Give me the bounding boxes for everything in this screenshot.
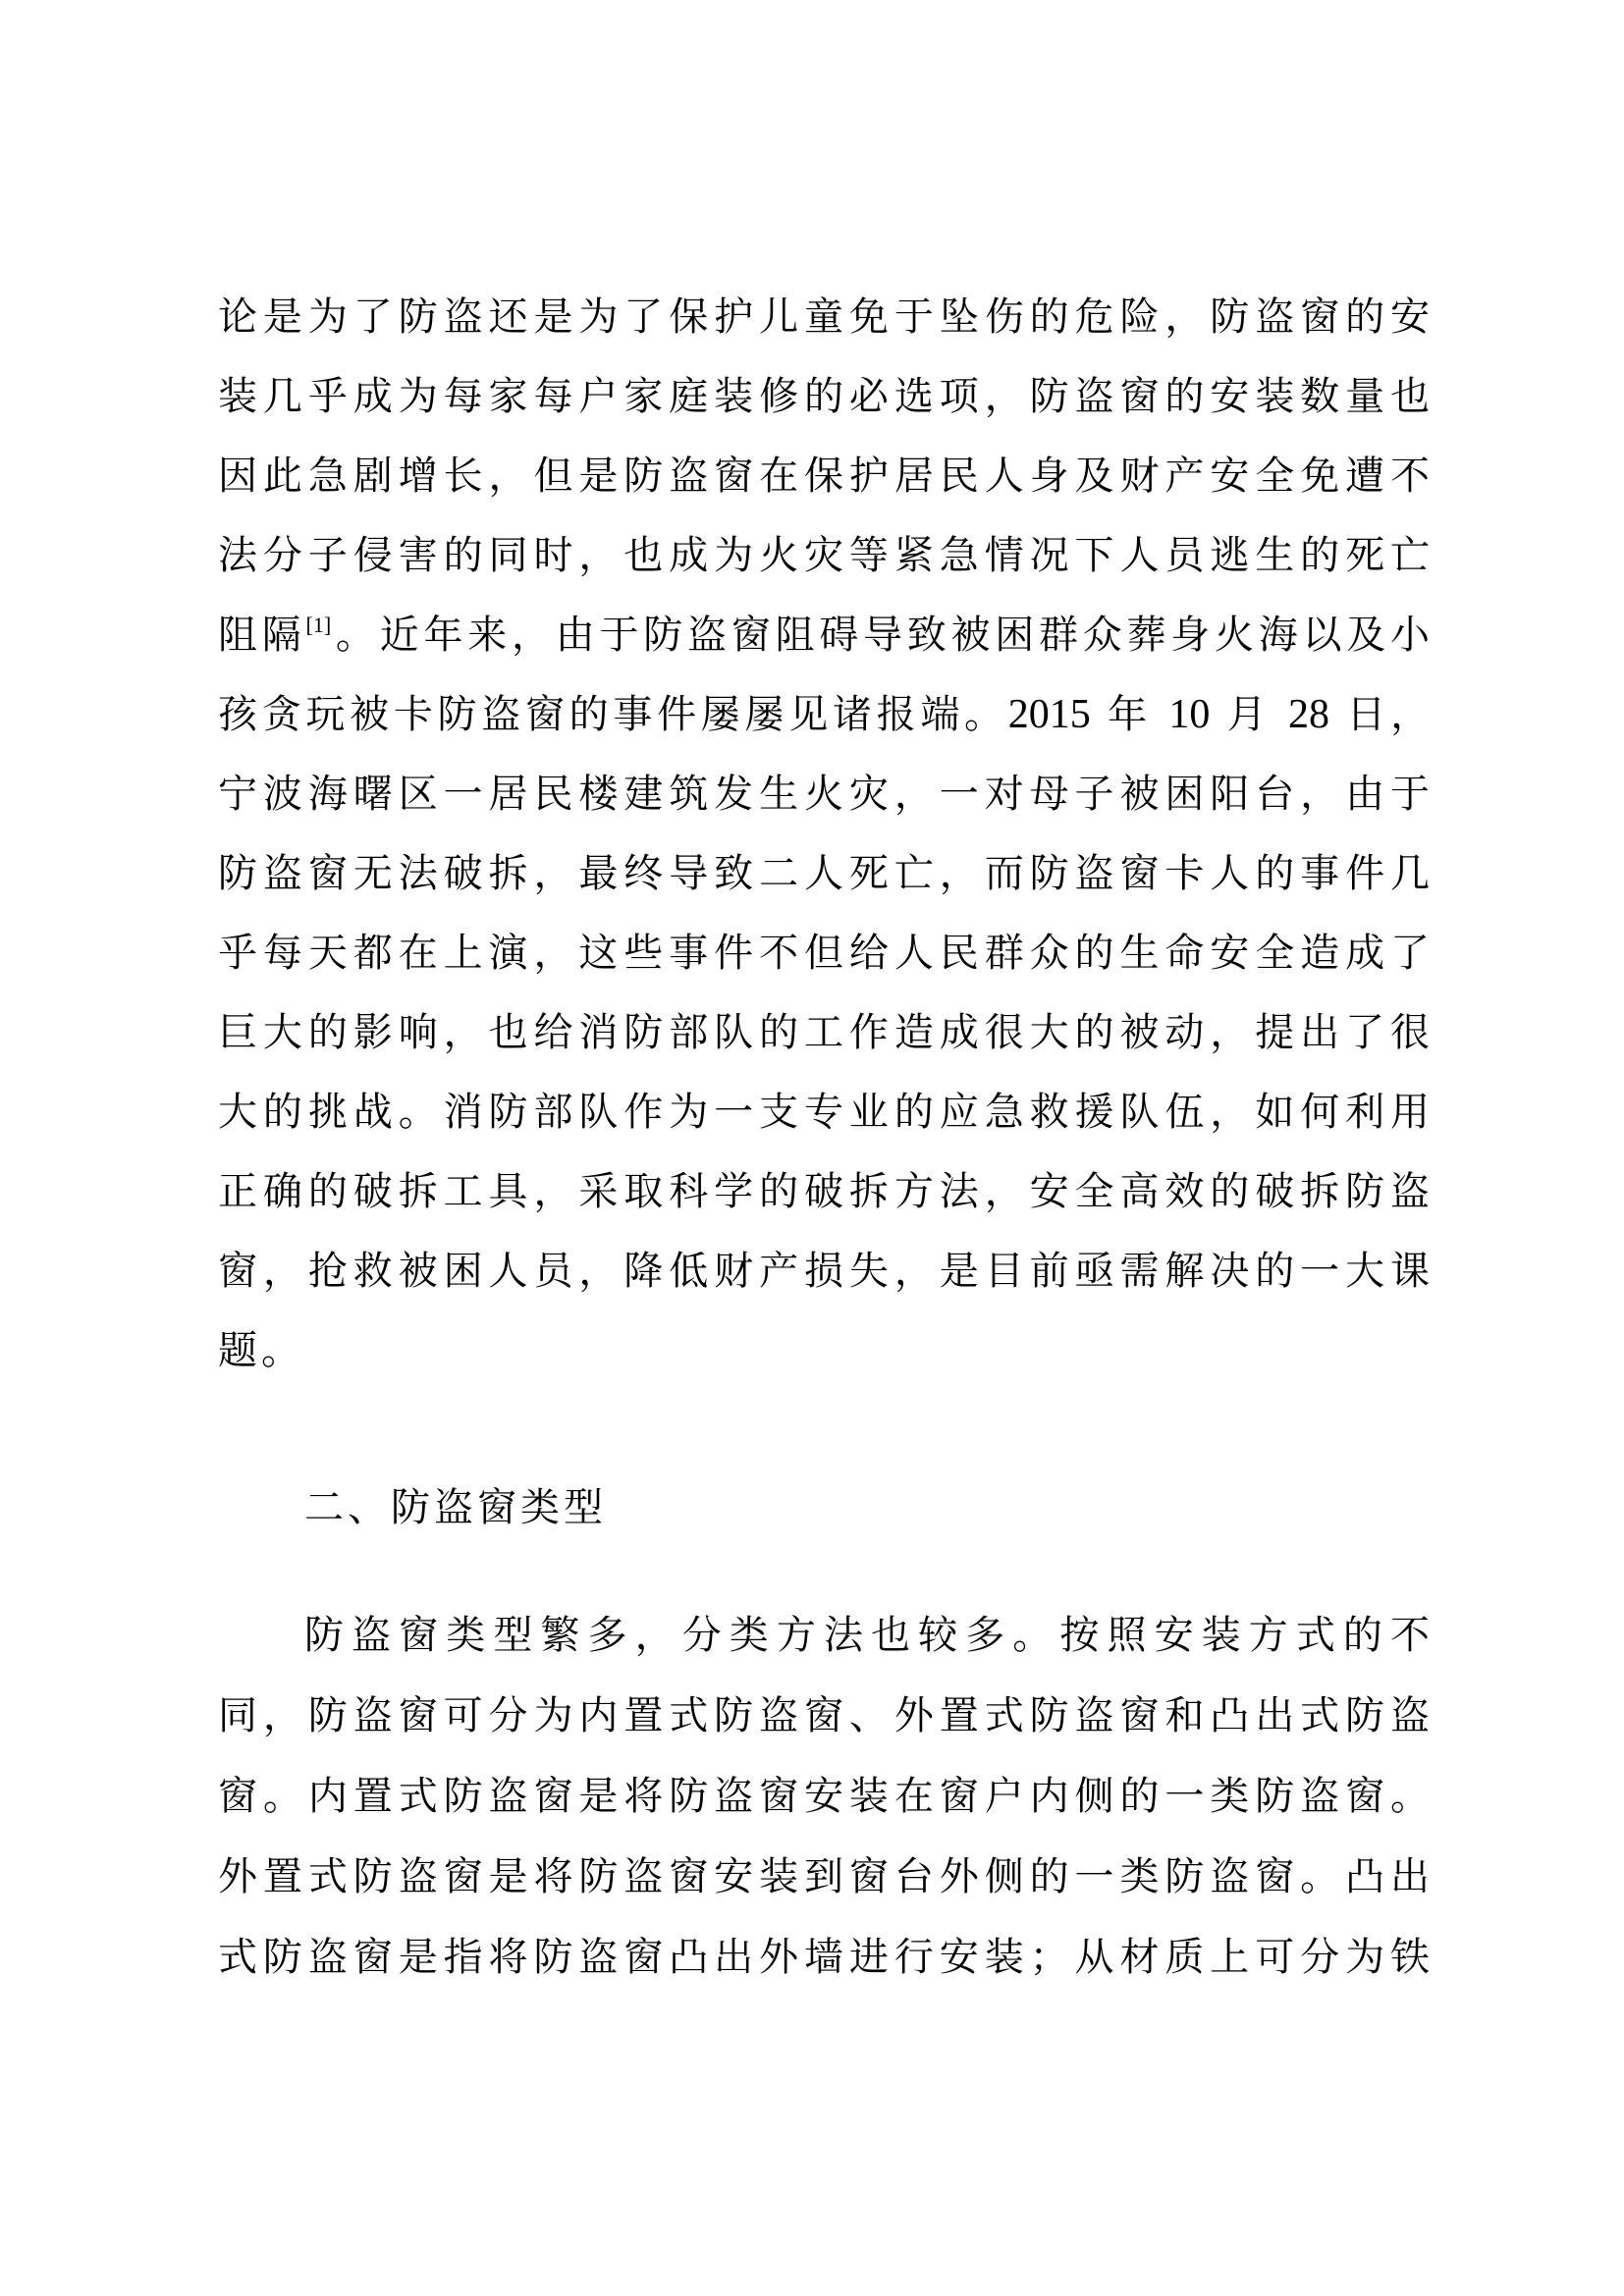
paragraph-line: 防盗窗无法破拆，最终导致二人死亡，而防盗窗卡人的事件几: [218, 851, 1430, 896]
paragraph-line: 乎每天都在上演，这些事件不但给人民群众的生命安全造成了: [218, 931, 1430, 976]
paragraph-line: 题。: [218, 1328, 304, 1373]
paragraph-line: 窗。内置式防盗窗是将防盗窗安装在窗户内侧的一类防盗窗。: [218, 1774, 1430, 1819]
text-segment: 近年来，由于防盗窗阻碍导致被困群众葬身火海以及小: [379, 613, 1431, 658]
paragraph-line: 式防盗窗是指将防盗窗凸出外墙进行安装；从材质上可分为铁: [218, 1935, 1430, 1980]
date-year: 2015: [1007, 692, 1091, 737]
paragraph-line: 正确的破拆工具，采取科学的破拆方法，安全高效的破拆防盗: [218, 1169, 1430, 1214]
paragraph-line: 窗，抢救被困人员，降低财产损失，是目前亟需解决的一大课: [218, 1249, 1430, 1294]
paragraph-line: 大的挑战。消防部队作为一支专业的应急救援队伍，如何利用: [218, 1090, 1430, 1135]
citation-reference[interactable]: [1]: [305, 613, 332, 637]
paragraph-line: 论是为了防盗还是为了保护儿童免于坠伤的危险，防盗窗的安: [218, 294, 1430, 340]
date-month-unit: 月: [1226, 692, 1272, 737]
paragraph-line: [218, 606, 1430, 665]
paragraph-line: 巨大的影响，也给消防部队的工作造成很大的被动，提出了很: [218, 1010, 1430, 1055]
paragraph-line: 装几乎成为每家每户家庭装修的必选项，防盗窗的安装数量也: [218, 374, 1430, 419]
paragraph-line: 外置式防盗窗是将防盗窗安装到窗台外侧的一类防盗窗。凸出: [218, 1854, 1430, 1899]
section-heading: 二、防盗窗类型: [304, 1485, 607, 1530]
paragraph-line: 宁波海曙区一居民楼建筑发生火灾，一对母子被困阳台，由于: [218, 772, 1430, 817]
paragraph-line: 法分子侵害的同时，也成为火灾等紧急情况下人员逃生的死亡: [218, 533, 1430, 578]
paragraph-line: 防盗窗类型繁多，分类方法也较多。按照安装方式的不: [304, 1613, 1430, 1658]
date-month: 10: [1168, 692, 1211, 737]
text-segment: 阻隔: [218, 613, 306, 658]
paragraph-line: 因此急剧增长，但是防盗窗在保护居民人身及财产安全免遭不: [218, 454, 1430, 499]
date-day: 28: [1287, 692, 1329, 737]
date-day-unit: 日，: [1346, 692, 1431, 737]
date-year-unit: 年: [1108, 692, 1152, 737]
paragraph-line: [218, 685, 1430, 744]
text-segment: 孩贪玩被卡防盗窗的事件屡屡见诸报端。: [218, 692, 1008, 737]
text-segment: 。: [331, 613, 380, 658]
paragraph-line: 同，防盗窗可分为内置式防盗窗、外置式防盗窗和凸出式防盗: [218, 1693, 1430, 1738]
